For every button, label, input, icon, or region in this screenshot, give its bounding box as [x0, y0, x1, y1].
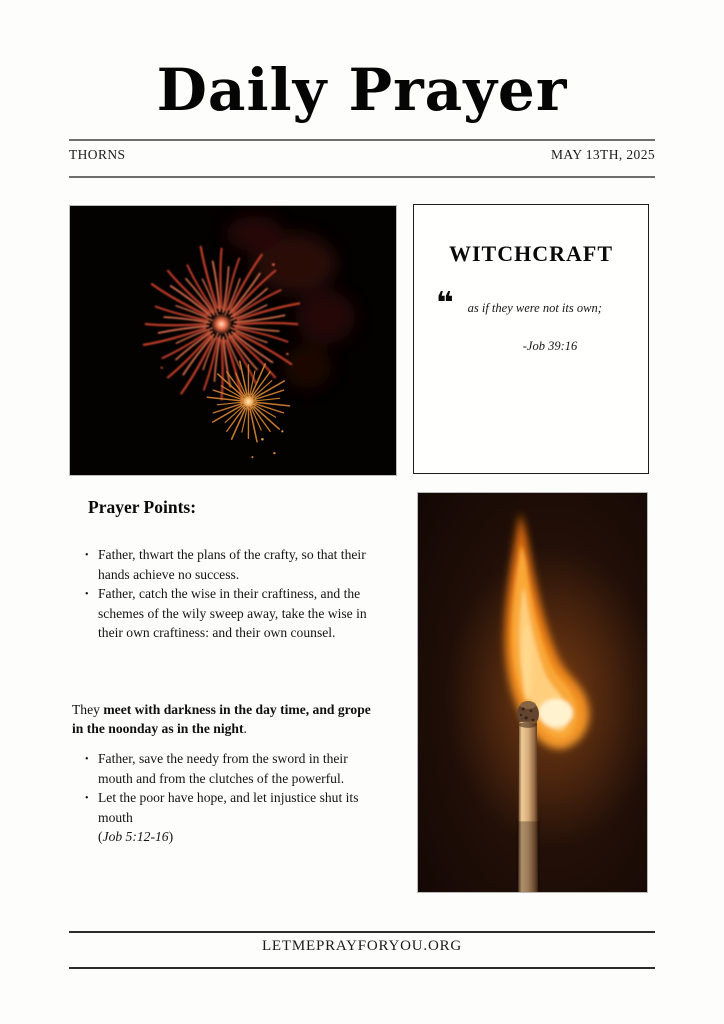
- ref-paren-open: (: [98, 829, 103, 844]
- footer-site-url: LETMEPRAYFORYOU.ORG: [261, 938, 463, 954]
- bullet-icon: •: [85, 589, 89, 600]
- date-label: MAY 13TH, 2025: [551, 147, 655, 162]
- fireworks-illustration: [70, 206, 396, 475]
- list-item-text: Let the poor have hope, and let injustice shut its mouth: [98, 790, 359, 825]
- match-flame-illustration: [418, 493, 647, 892]
- footer-rule-top: [69, 931, 655, 933]
- scripture-reference: [98, 829, 173, 844]
- feature-title: WITCHCRAFT: [448, 241, 613, 266]
- verse-prefix: They: [72, 701, 104, 717]
- list-item-text: Father, save the needy from the sword in their mouth and from the clutches of the powerful.: [98, 751, 348, 786]
- verse-bold: meet with darkness in the day time, and grope in the noonday as in the night: [72, 701, 371, 737]
- header-rule-bottom: [69, 176, 655, 178]
- feature-quote-card: [413, 204, 649, 474]
- prayer-points-heading: Prayer Points:: [88, 497, 197, 517]
- verse-paragraph: [72, 700, 372, 739]
- bullet-icon: •: [85, 550, 89, 561]
- quote-mark-icon: ❝: [436, 286, 454, 321]
- prayer-list-2: [84, 749, 380, 847]
- quote-row: [436, 286, 648, 321]
- quote-text: as if they were not its own;: [467, 301, 602, 315]
- list-item-text: Father, catch the wise in their craftiness, and the schemes of the wily sweep away, take the wise in their own craftiness: and their own counsel.: [98, 586, 367, 640]
- prayer-list-1: [84, 545, 380, 643]
- dateline-row: [69, 147, 655, 163]
- bullet-icon: •: [85, 754, 89, 765]
- verse-suffix: .: [243, 721, 247, 737]
- ref-paren-close: ): [168, 829, 174, 844]
- list-item: [84, 749, 380, 788]
- list-item: [84, 545, 380, 584]
- list-item-text: Father, thwart the plans of the crafty, so that their hands achieve no success.: [98, 547, 366, 582]
- match-flame-image: [417, 492, 648, 893]
- edition-label: THORNS: [69, 147, 126, 162]
- ref-citation: Job 5:12-16: [102, 829, 169, 844]
- bullet-icon: •: [85, 793, 89, 804]
- footer-rule-bottom: [69, 967, 655, 969]
- page-title: Daily Prayer: [156, 56, 568, 124]
- list-item: [84, 584, 380, 643]
- quote-reference: -Job 39:16: [522, 339, 578, 353]
- fireworks-image: [69, 205, 397, 476]
- header-rule-top: [69, 139, 655, 141]
- list-item: [84, 788, 380, 847]
